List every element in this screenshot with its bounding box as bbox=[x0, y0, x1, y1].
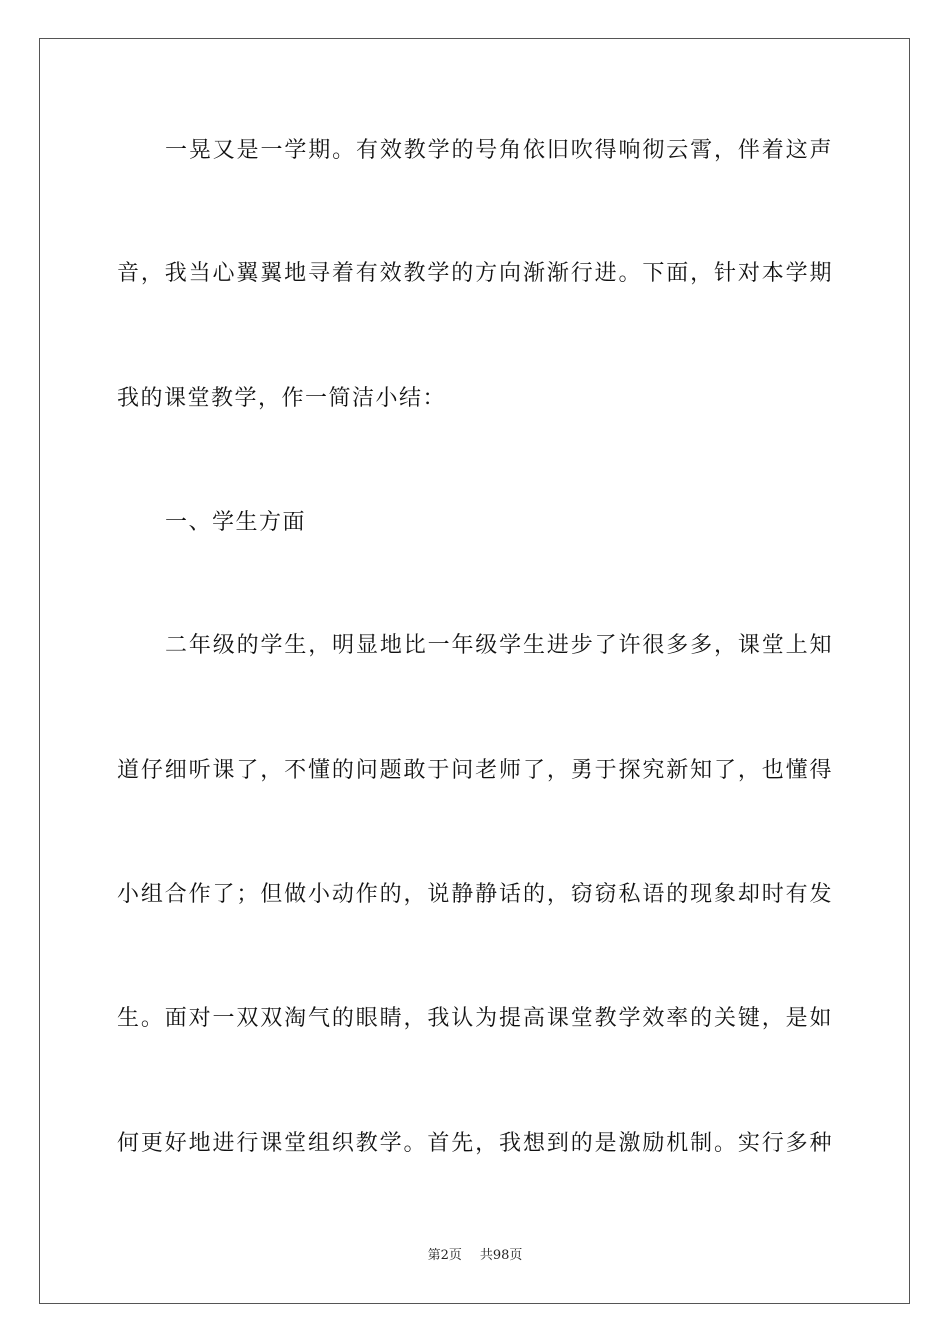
section-heading: 一、学生方面 bbox=[165, 510, 307, 535]
page-number: 第2页 bbox=[427, 1248, 462, 1263]
total-pages: 共98页 bbox=[479, 1248, 523, 1263]
paragraph-line-1: 一晃又是一学期。有效教学的号角依旧吹得响彻云霄，伴着这声 bbox=[165, 138, 833, 163]
paragraph-line-8: 生。面对一双双淘气的眼睛，我认为提高课堂教学效率的关键，是如 bbox=[117, 1006, 833, 1031]
paragraph-line-3: 我的课堂教学，作一简洁小结： bbox=[117, 386, 447, 411]
page-border bbox=[39, 38, 910, 1304]
paragraph-line-7: 小组合作了；但做小动作的，说静静话的，窃窃私语的现象却时有发 bbox=[117, 882, 833, 907]
paragraph-line-5: 二年级的学生，明显地比一年级学生进步了许很多多，课堂上知 bbox=[165, 633, 833, 658]
paragraph-line-9: 何更好地进行课堂组织教学。首先，我想到的是激励机制。实行多种 bbox=[117, 1131, 833, 1156]
page-footer bbox=[0, 1247, 950, 1265]
paragraph-line-2: 音，我当心翼翼地寻着有效教学的方向渐渐行进。下面，针对本学期 bbox=[117, 261, 833, 286]
paragraph-line-6: 道仔细听课了，不懂的问题敢于问老师了，勇于探究新知了，也懂得 bbox=[117, 758, 833, 783]
